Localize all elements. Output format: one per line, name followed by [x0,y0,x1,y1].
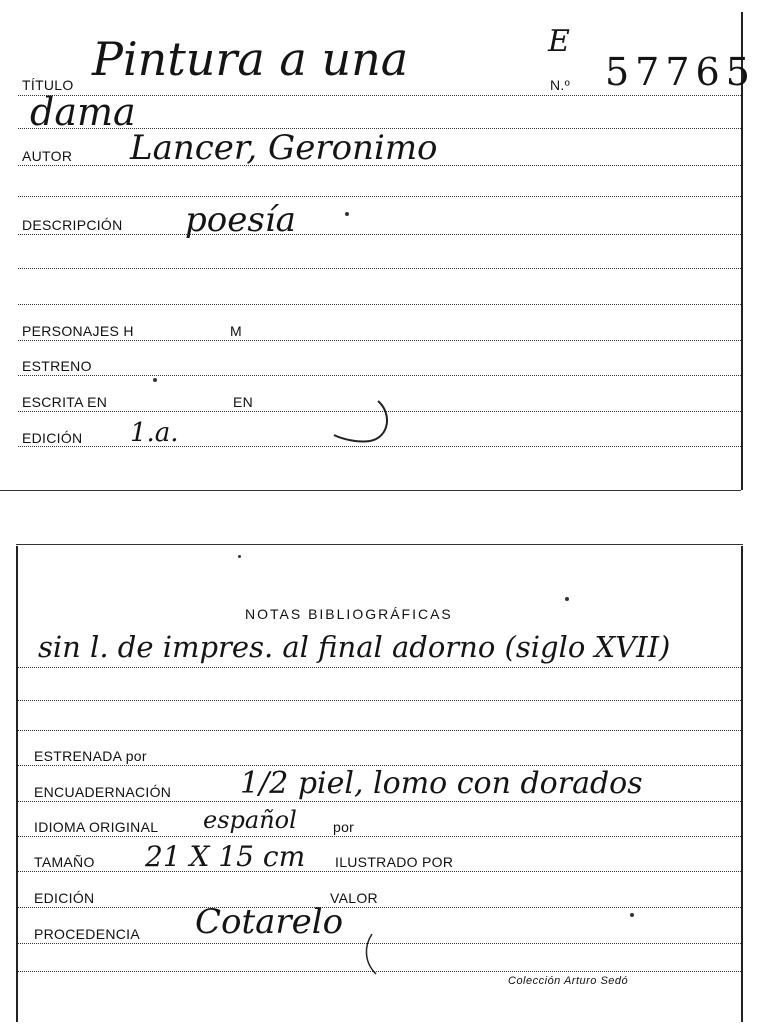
descripcion-rule [18,234,741,235]
edicion-rule [18,907,741,908]
personajes-label: PERSONAJES H [22,323,134,339]
notas-title: NOTAS BIBLIOGRÁFICAS [245,606,453,622]
estreno-label: ESTRENO [22,358,92,374]
notas-rule-2 [18,700,741,701]
blank-rule-1 [18,196,741,197]
titulo-value-line2: dama [30,90,136,134]
ink-speck [345,212,349,216]
idioma-value: español [203,806,297,834]
catalog-mark: E [548,24,570,59]
descripcion-value: poesía [185,200,296,240]
idioma-label: IDIOMA ORIGINAL [34,819,159,835]
encuadernacion-rule [18,801,741,802]
notas-value: sin l. de impres. al final adorno (siglo XVII) [38,630,671,664]
personajes-m-label: M [230,323,242,339]
ink-speck [565,597,569,601]
escrita-en-label: EN [233,394,254,410]
ink-speck [153,378,157,382]
notas-rule-1 [18,667,741,668]
autor-label: AUTOR [22,148,73,164]
estreno-rule [18,375,741,376]
idioma-por-label: por [333,819,355,835]
card-top-edge [16,544,743,545]
catalog-card-bottom [0,540,759,1028]
edicion-value: 1.a. [130,418,179,448]
ilustrado-label: ILUSTRADO POR [335,854,454,870]
numero-value: 57765 [605,50,756,94]
autor-rule [18,165,741,166]
procedencia-label: PROCEDENCIA [34,926,140,942]
tamano-value: 21 X 15 cm [145,840,306,873]
encuadernacion-label: ENCUADERNACIÓN [34,784,172,800]
idioma-rule [18,836,741,837]
ink-stamp-mark [330,395,400,450]
encuadernacion-value: 1/2 piel, lomo con dorados [240,766,643,801]
titulo-label: TÍTULO [22,77,74,93]
card-bottom-edge [0,490,741,491]
tamano-rule [18,871,741,872]
card-edge-right [741,546,743,1022]
personajes-rule [18,340,741,341]
titulo-value: Pintura a una [92,32,409,86]
collection-footer: Colección Arturo Sedó [508,975,629,987]
valor-label: VALOR [330,890,378,906]
descripcion-label: DESCRIPCIÓN [22,217,123,233]
notas-rule-3 [18,730,741,731]
ink-speck [238,555,241,558]
ink-stamp-mark [362,930,402,980]
edicion-label: EDICIÓN [22,430,83,446]
autor-value: Lancer, Geronimo [130,128,438,168]
procedencia-value: Cotarelo [195,902,344,942]
tamano-label: TAMAÑO [34,854,95,870]
card-edge-left [16,546,18,1022]
blank-rule-3 [18,304,741,305]
catalog-card-top [0,0,759,495]
escrita-label: ESCRITA EN [22,394,108,410]
ink-speck [630,913,634,917]
estrenada-label: ESTRENADA por [34,748,147,764]
numero-label: N.º [550,77,571,93]
edicion-label: EDICIÓN [34,890,95,906]
blank-rule-2 [18,268,741,269]
